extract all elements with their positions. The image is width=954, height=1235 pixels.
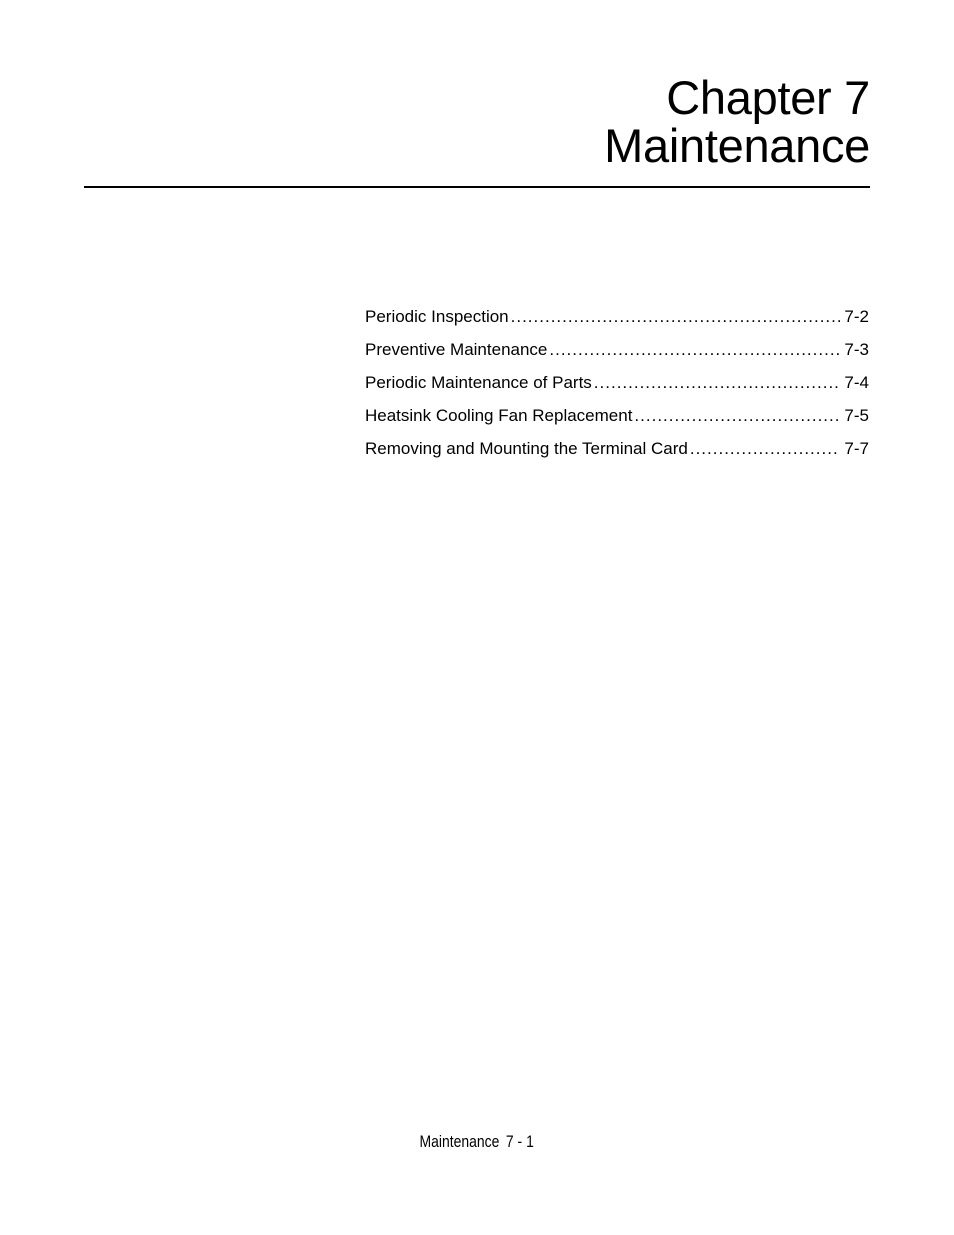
- toc-entry-title: Heatsink Cooling Fan Replacement: [365, 406, 633, 425]
- toc-dot-leader: [549, 339, 840, 361]
- footer-section: Maintenance: [419, 1132, 500, 1151]
- toc-entry-title: Preventive Maintenance: [365, 340, 548, 359]
- chapter-header: [84, 71, 870, 172]
- page-footer: [0, 1131, 954, 1153]
- toc-entry[interactable]: [365, 405, 869, 438]
- toc-entry-page: 7-7: [844, 439, 869, 458]
- toc-entry[interactable]: [365, 306, 869, 339]
- toc-dot-leader: [690, 438, 841, 460]
- header-divider: [84, 186, 870, 188]
- toc-entry-page: 7-4: [844, 373, 869, 392]
- toc-entry[interactable]: [365, 339, 869, 372]
- toc-entry-title: Periodic Maintenance of Parts: [365, 373, 592, 392]
- footer-page-number: 7 - 1: [506, 1132, 535, 1151]
- table-of-contents: [365, 306, 869, 471]
- toc-entry[interactable]: [365, 438, 869, 471]
- toc-dot-leader: [634, 405, 840, 427]
- toc-dot-leader: [594, 372, 841, 394]
- toc-entry-page: 7-5: [844, 406, 869, 425]
- toc-entry-title: Removing and Mounting the Terminal Card: [365, 439, 688, 458]
- toc-entry-page: 7-2: [844, 307, 869, 326]
- chapter-label: Chapter 7: [666, 71, 870, 124]
- toc-entry-page: 7-3: [844, 340, 869, 359]
- toc-entry[interactable]: [365, 372, 869, 405]
- chapter-title: Maintenance: [604, 119, 870, 172]
- toc-entry-title: Periodic Inspection: [365, 307, 509, 326]
- toc-dot-leader: [511, 306, 841, 328]
